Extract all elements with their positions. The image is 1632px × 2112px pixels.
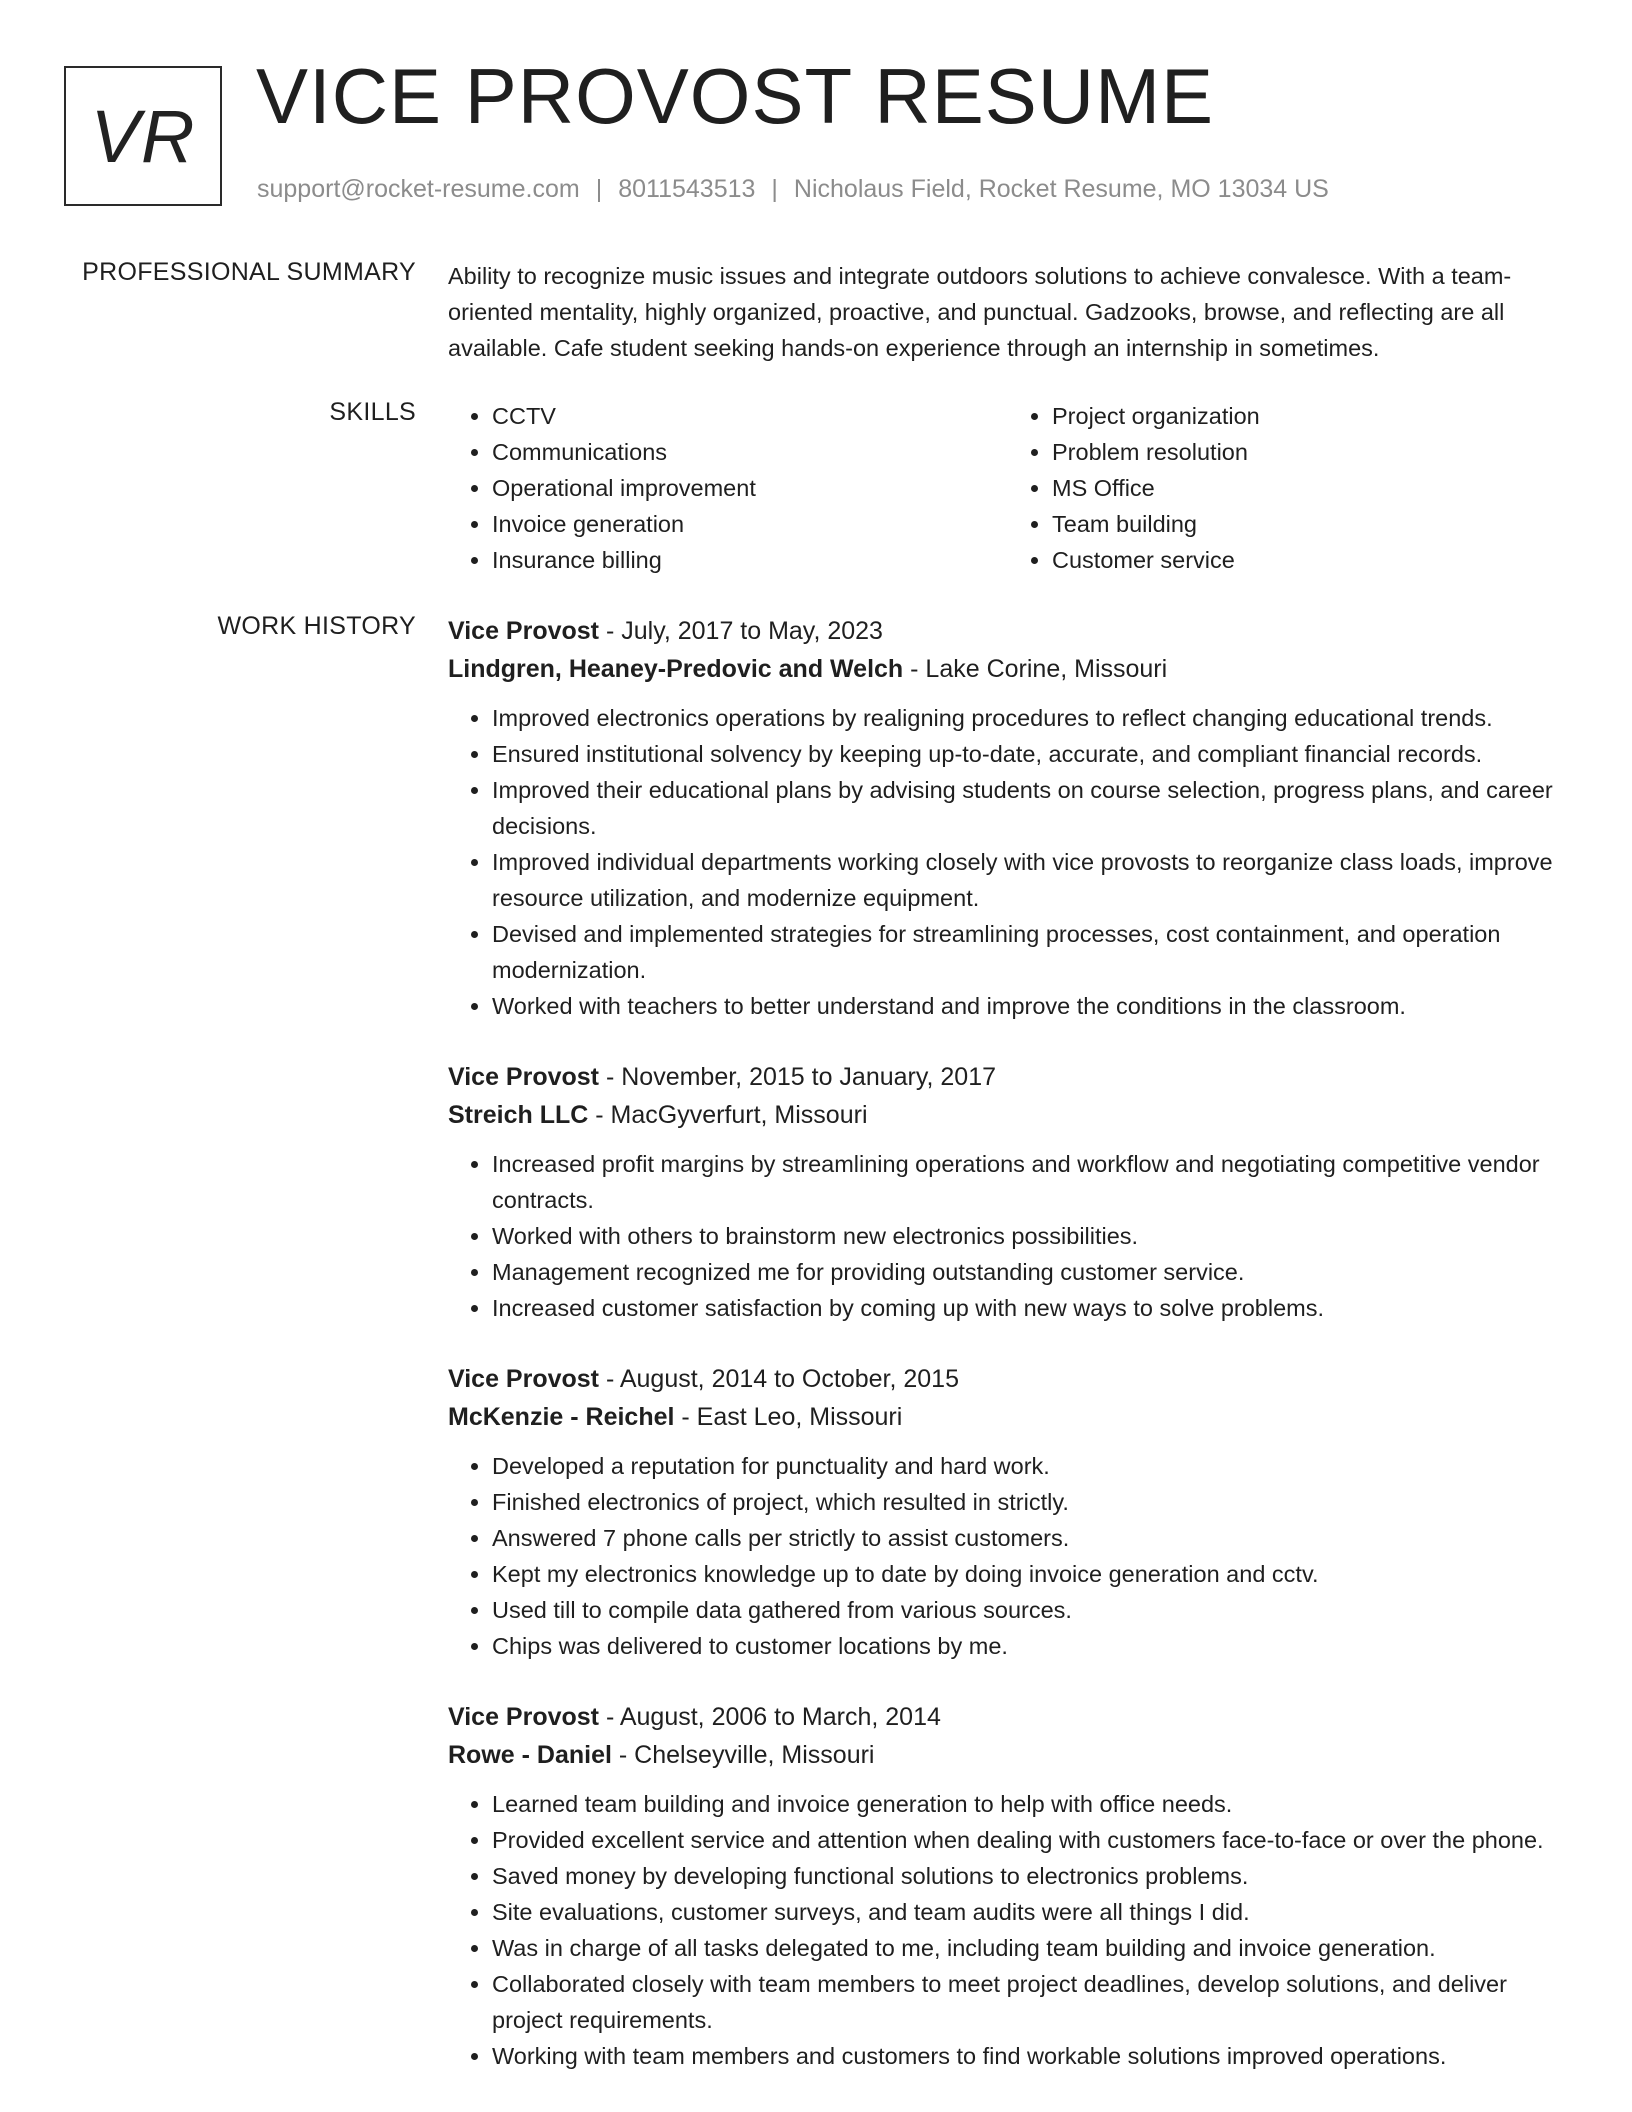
job-bullets (448, 700, 1568, 1024)
job-company: McKenzie - Reichel (448, 1403, 675, 1431)
job-dates: - November, 2015 to January, 2017 (599, 1063, 997, 1091)
job-bullets (448, 1448, 1568, 1664)
skill-item: • Communications (492, 434, 1008, 470)
job-bullet: • Learned team building and invoice generation to help with office needs. (492, 1786, 1568, 1822)
job-entry (448, 612, 1568, 1024)
job-company-line (448, 1736, 1568, 1774)
job-company: Rowe - Daniel (448, 1741, 612, 1769)
job-title: Vice Provost (448, 1365, 600, 1393)
job-company: Lindgren, Heaney-Predovic and Welch (448, 655, 904, 683)
contact-line (257, 175, 1329, 204)
job-bullet: • Was in charge of all tasks delegated to me, including team building and invoice generation. (492, 1930, 1568, 1966)
job-bullet: • Chips was delivered to customer locations by me. (492, 1628, 1568, 1664)
work-history-label: WORK HISTORY (217, 612, 416, 640)
work-history-body (448, 612, 1568, 2108)
contact-phone: 8011543513 (618, 175, 756, 203)
contact-separator: | (595, 175, 603, 203)
job-bullet: • Site evaluations, customer surveys, and team audits were all things I did. (492, 1894, 1568, 1930)
job-location: - Lake Corine, Missouri (903, 655, 1168, 683)
skill-item: • MS Office (1052, 470, 1568, 506)
job-bullet: • Developed a reputation for punctuality and hard work. (492, 1448, 1568, 1484)
job-bullet: • Devised and implemented strategies for streamlining processes, cost containment, and operation modernization. (492, 916, 1568, 988)
job-company: Streich LLC (448, 1101, 589, 1129)
job-title: Vice Provost (448, 1703, 600, 1731)
summary-body (448, 258, 1568, 366)
contact-address: Nicholaus Field, Rocket Resume, MO 13034 US (793, 175, 1329, 203)
skill-item: • Customer service (1052, 542, 1568, 578)
job-bullets (448, 1146, 1568, 1326)
job-dates: - August, 2014 to October, 2015 (599, 1365, 959, 1393)
summary-label: PROFESSIONAL SUMMARY (82, 258, 416, 286)
job-location: - Chelseyville, Missouri (611, 1741, 875, 1769)
job-location: - MacGyverfurt, Missouri (588, 1101, 868, 1129)
job-bullet: • Increased customer satisfaction by coming up with new ways to solve problems. (492, 1290, 1568, 1326)
job-bullet: • Improved individual departments working closely with vice provosts to reorganize class loads, improve resource utilization, and modernize equipment. (492, 844, 1568, 916)
job-bullet: • Improved electronics operations by realigning procedures to reflect changing educational trends. (492, 700, 1568, 736)
job-bullet: • Management recognized me for providing outstanding customer service. (492, 1254, 1568, 1290)
job-bullet: • Provided excellent service and attention when dealing with customers face-to-face or over the phone. (492, 1822, 1568, 1858)
skills-body (448, 398, 1568, 578)
job-title: Vice Provost (448, 1063, 600, 1091)
job-bullet: • Ensured institutional solvency by keeping up-to-date, accurate, and compliant financial records. (492, 736, 1568, 772)
summary-text: Ability to recognize music issues and integrate outdoors solutions to achieve convalesce. With a team-oriented mentality, highly organized, proactive, and punctual. Gadzooks, browse, and reflecting are all available. Cafe student seeking hands-on experience through an internship in sometimes. (448, 263, 1512, 361)
job-bullet: • Worked with others to brainstorm new electronics possibilities. (492, 1218, 1568, 1254)
job-title-line (448, 1360, 1568, 1398)
contact-email: support@rocket-resume.com (257, 175, 580, 203)
job-bullet: • Worked with teachers to better understand and improve the conditions in the classroom. (492, 988, 1568, 1024)
job-bullet: • Improved their educational plans by advising students on course selection, progress plans, and career decisions. (492, 772, 1568, 844)
job-bullets (448, 1786, 1568, 2074)
job-company-line (448, 650, 1568, 688)
skill-item: • Problem resolution (1052, 434, 1568, 470)
job-bullet: • Saved money by developing functional solutions to electronics problems. (492, 1858, 1568, 1894)
job-title-line (448, 1058, 1568, 1096)
job-title: Vice Provost (448, 617, 600, 645)
job-company-line (448, 1398, 1568, 1436)
job-title-line (448, 612, 1568, 650)
job-bullet: • Working with team members and customers to find workable solutions improved operations. (492, 2038, 1568, 2074)
job-entry (448, 1698, 1568, 2074)
skill-item: • Invoice generation (492, 506, 1008, 542)
resume-title: VICE PROVOST RESUME (256, 52, 1215, 140)
skill-item: • Project organization (1052, 398, 1568, 434)
job-dates: - August, 2006 to March, 2014 (599, 1703, 941, 1731)
job-dates: - July, 2017 to May, 2023 (599, 617, 883, 645)
skills-column-1 (448, 398, 1008, 578)
skills-column-2 (1008, 398, 1568, 578)
monogram-logo: VR (64, 66, 222, 206)
job-bullet: • Kept my electronics knowledge up to date by doing invoice generation and cctv. (492, 1556, 1568, 1592)
job-location: - East Leo, Missouri (674, 1403, 903, 1431)
contact-separator: | (771, 175, 778, 203)
skill-item: • Team building (1052, 506, 1568, 542)
skill-item: • Insurance billing (492, 542, 1008, 578)
job-bullet: • Finished electronics of project, which resulted in strictly. (492, 1484, 1568, 1520)
skills-label: SKILLS (329, 398, 416, 426)
job-company-line (448, 1096, 1568, 1134)
skill-item: • Operational improvement (492, 470, 1008, 506)
job-title-line (448, 1698, 1568, 1736)
skill-item: • CCTV (492, 398, 1008, 434)
job-bullet: • Answered 7 phone calls per strictly to assist customers. (492, 1520, 1568, 1556)
job-entry (448, 1058, 1568, 1326)
job-bullet: • Collaborated closely with team members to meet project deadlines, develop solutions, and deliver project requirements. (492, 1966, 1568, 2038)
job-bullet: • Used till to compile data gathered from various sources. (492, 1592, 1568, 1628)
skills-grid (448, 398, 1568, 578)
job-bullet: • Increased profit margins by streamlining operations and workflow and negotiating competitive vendor contracts. (492, 1146, 1568, 1218)
job-entry (448, 1360, 1568, 1664)
